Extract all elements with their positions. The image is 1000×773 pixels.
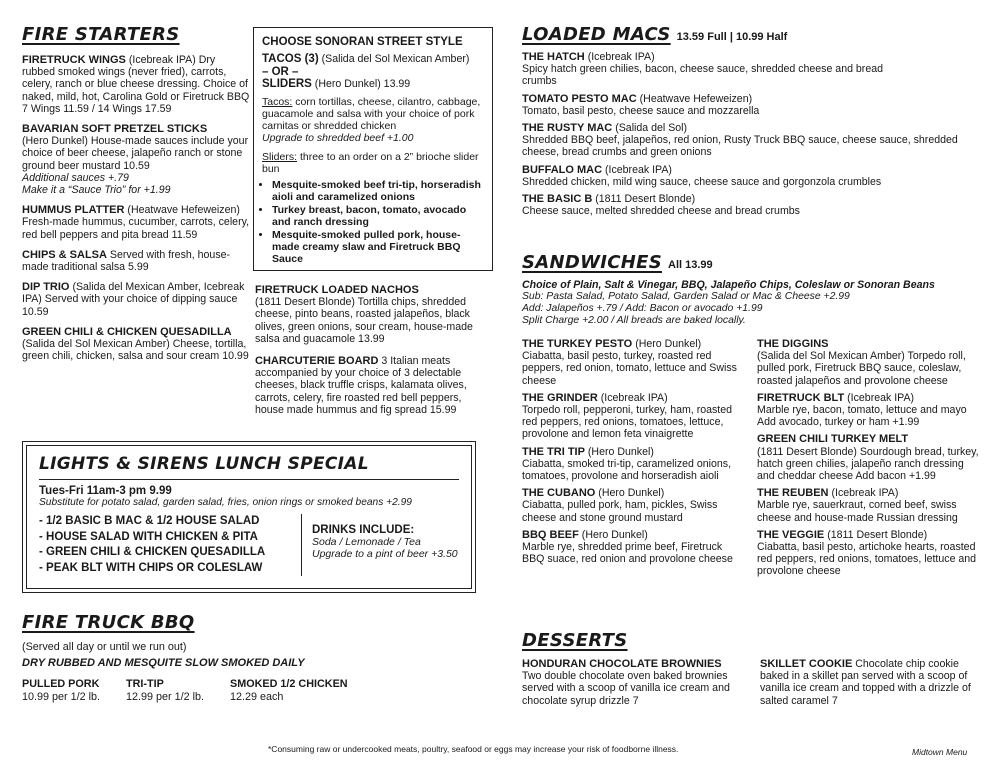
desserts-title: DESSERTS <box>522 630 628 651</box>
fire-starters-section <box>22 24 250 370</box>
menu-item: BUFFALO MAC (Icebreak IPA) Shredded chicken, mild wing sauce, cheese sauce and gorgonzola crumbles <box>522 163 882 188</box>
sandwiches-price: All 13.99 <box>668 259 713 271</box>
menu-item: GREEN CHILI & CHICKEN QUESADILLA (Salida del Sol Mexican Amber) Cheese, tortilla, green chili, chicken, salsa and sour cream 10.99 <box>22 325 249 363</box>
menu-item: FIRETRUCK LOADED NACHOS (1811 Desert Blonde) Tortilla chips, shredded cheese, pinto beans, roasted jalapeños, black olives, green onions, sour cream, house-made salsa and guacamole 13.99 <box>255 284 473 345</box>
lunch-options <box>39 514 302 576</box>
tacos-desc: Tacos: corn tortillas, cheese, cilantro, cabbage, guacamole and salsa with your choice of pork carnitas or shredded chicken Upgrade to shredded beef +1.00 <box>262 95 481 144</box>
lunch-sub: Substitute for potato salad, garden salad, fries, onion rings or smoked beans +2.99 <box>39 497 412 508</box>
fire-starters-title: FIRE STARTERS <box>22 24 180 45</box>
menu-item: THE TRI TIP (Hero Dunkel) Ciabatta, smoked tri-tip, caramelized onions, tomatoes, provolone and horseradish aioli <box>522 445 732 483</box>
menu-item: THE VEGGIE (1811 Desert Blonde) Ciabatta, basil pesto, artichoke hearts, roasted red peppers, red onions, tomatoes, lettuce and provolone cheese <box>757 528 977 578</box>
menu-item: BBQ BEEF (Hero Dunkel) Marble rye, shredded prime beef, Firetruck BBQ suace, red onion and provolone cheese <box>522 528 733 566</box>
drinks: DRINKS INCLUDE: Soda / Lemonade / Tea Upgrade to a pint of beer +3.50 <box>312 524 458 560</box>
sliders-desc: Sliders: three to an order on a 2” brioche slider bun <box>262 150 479 175</box>
lunch-time: Tues-Fri 11am-3 pm 9.99 <box>39 485 172 497</box>
sandwiches-title: SANDWICHES <box>522 252 662 273</box>
menu-item: HUMMUS PLATTER (Heatwave Hefeweizen) Fresh-made hummus, cucumber, carrots, celery, red bell peppers and pita bread 11.59 <box>22 204 250 241</box>
sandwiches-section: SANDWICHES All 13.99 Choice of Plain, Salt & Vinegar, BBQ, Jalapeño Chips, Coleslaw or Sonoran Beans Sub: Pasta Salad, Potato Salad, Garden Salad or Mac & Cheese +2.99 Add: Jalapeños +.79 / Add: Bacon or avocado +1.99 Split Charge +2.00 / All breads are baked locally. <box>522 252 935 326</box>
sandwiches-right <box>757 338 979 586</box>
list-item: - 1/2 BASIC B MAC & 1/2 HOUSE SALAD <box>39 515 260 527</box>
menu-item: THE HATCH (Icebreak IPA) Spicy hatch green chilies, bacon, cheese sauce, shredded cheese and bread crumbs <box>522 51 884 88</box>
menu-item: SKILLET COOKIE Chocolate chip cookie baked in a skillet pan served with a scoop of vanilla ice cream and topped with a drizzle of salted caramel 7 <box>760 658 971 707</box>
bbq-item: PULLED PORK 10.99 per 1/2 lb. <box>22 678 101 703</box>
macs-title: LOADED MACS <box>522 24 671 45</box>
middle-items <box>255 284 491 424</box>
menu-item: THE GRINDER (Icebreak IPA) Torpedo roll, pepperoni, turkey, ham, roasted red peppers, red onions, tomatoes, lettuce, provolone and lemon feta vinaigrette <box>522 391 733 441</box>
bbq-title: FIRE TRUCK BBQ <box>22 612 195 633</box>
list-item: • Turkey breast, bacon, tomato, avocado and ranch dressing <box>272 204 484 228</box>
menu-item: HONDURAN CHOCOLATE BROWNIES Two double chocolate oven baked brownies served with a scoop of vanilla ice cream and chocolate syrup drizzle 7 <box>522 658 730 707</box>
menu-item: BAVARIAN SOFT PRETZEL STICKS (Hero Dunkel) House-made sauces include your choice of beer cheese, jalapeño ranch or stone ground beer mustard 10.59 Additional sauces +.79 Make it a “Sauce Trio” for +1.99 <box>22 123 249 197</box>
menu-item: GREEN CHILI TURKEY MELT (1811 Desert Blonde) Sourdough bread, turkey, hatch green chilies, jalapeño ranch dressing and cheddar cheese Add bacon +1.99 <box>757 433 979 483</box>
menu-item: THE RUSTY MAC (Salida del Sol) Shredded BBQ beef, jalapeños, red onion, Rusty Truck BBQ sauce, cheese sauce, shredded cheese, bread crumbs and green onions <box>522 122 958 159</box>
list-item: • Mesquite-smoked pulled pork, house-made creamy slaw and Firetruck BBQ Sauce <box>272 229 484 265</box>
menu-item: THE BASIC B (1811 Desert Blonde) Cheese sauce, melted shredded cheese and bread crumbs <box>522 193 800 218</box>
menu-item: THE CUBANO (Hero Dunkel) Ciabatta, pulled pork, ham, pickles, Swiss cheese and stone ground mustard <box>522 487 718 524</box>
menu-item: CHARCUTERIE BOARD 3 Italian meats accompanied by your choice of 3 delectable cheeses, black truffle crisps, kalamata olives, carrots, celery, fire roasted red bell peppers, house made hummus and fig spread 15.99 <box>255 355 467 416</box>
list-item: - HOUSE SALAD WITH CHICKEN & PITA <box>39 530 258 543</box>
menu-item: CHIPS & SALSA Served with fresh, house-made traditional salsa 5.99 <box>22 248 231 274</box>
menu-item: FIRETRUCK BLT (Icebreak IPA) Marble rye, bacon, tomato, lettuce and mayo Add avocado, turkey or ham +1.99 <box>757 391 967 429</box>
sonoran-heading: CHOOSE SONORAN STREET STYLE <box>262 36 463 48</box>
lunch-title: LIGHTS & SIRENS LUNCH SPECIAL <box>39 454 369 474</box>
loaded-macs-section <box>522 24 962 225</box>
bbq-section: FIRE TRUCK BBQ (Served all day or until we run out) DRY RUBBED AND MESQUITE SLOW SMOKED DAILY PULLED PORK 10.99 per 1/2 lb. TRI-TIP 12.99 per 1/2 lb. SMOKED 1/2 CHICKEN 12.29 each <box>22 612 492 703</box>
slider-options <box>262 179 484 265</box>
menu-item: TOMATO PESTO MAC (Heatwave Hefeweizen) Tomato, basil pesto, cheese sauce and mozzarella <box>522 92 760 117</box>
location-label: Midtown Menu <box>912 747 968 757</box>
menu-item: THE TURKEY PESTO (Hero Dunkel) Ciabatta, basil pesto, turkey, roasted red peppers, red onion, tomato, lettuce and Swiss cheese <box>522 338 737 387</box>
sandwiches-left <box>522 338 747 573</box>
menu-item: THE REUBEN (Icebreak IPA) Marble rye, sauerkraut, corned beef, swiss cheese and house-made Russian dressing <box>757 487 958 524</box>
lunch-special-box <box>22 441 476 593</box>
disclaimer: *Consuming raw or undercooked meats, poultry, seafood or eggs may increase your risk of foodborne illness. <box>268 744 679 754</box>
list-item: • Mesquite-smoked beef tri-tip, horseradish aioli and caramelized onions <box>272 179 484 203</box>
bbq-item: SMOKED 1/2 CHICKEN 12.29 each <box>230 678 348 703</box>
menu-item: DIP TRIO (Salida del Mexican Amber, Icebreak IPA) Served with your choice of dipping sauce 10.59 <box>22 281 245 318</box>
menu-item: THE DIGGINS (Salida del Sol Mexican Amber) Torpedo roll, pulled pork, Firetruck BBQ sauce, coleslaw, roasted jalapeños and provolone cheese <box>757 338 966 387</box>
menu-item: FIRETRUCK WINGS (Icebreak IPA) Dry rubbed smoked wings (never fried), carrots, celery, ranch or blue cheese dressing. Choice of naked, mild, hot, Carolina Gold or Firetruck BBQ 7 Wings 11.59 / 14 Wings 17.59 <box>22 54 250 115</box>
macs-price: 13.59 Full | 10.99 Half <box>676 31 788 43</box>
sonoran-box: CHOOSE SONORAN STREET STYLE TACOS (3) (Salida del Sol Mexican Amber) – OR – SLIDERS (Hero Dunkel) 13.99 Tacos: corn tortillas, cheese, cilantro, cabbage, guacamole and salsa with your choice of pork carnitas or shredded chicken Upgrade to shredded beef +1.00 Sliders: three to an order on a 2” brioche slider bun • Mesquite-smoked beef tri-tip, horseradish aioli and caramelized onions • Turkey breast, bacon, tomato, avocado and ranch dressing • Mesquite-smoked pulled pork, house-made creamy slaw and Firetruck BBQ Sauce <box>253 27 493 271</box>
desserts-section <box>522 630 977 715</box>
list-item: - PEAK BLT WITH CHIPS OR COLESLAW <box>39 561 263 574</box>
bbq-item: TRI-TIP 12.99 per 1/2 lb. <box>126 678 205 703</box>
list-item: - GREEN CHILI & CHICKEN QUESADILLA <box>39 546 266 558</box>
